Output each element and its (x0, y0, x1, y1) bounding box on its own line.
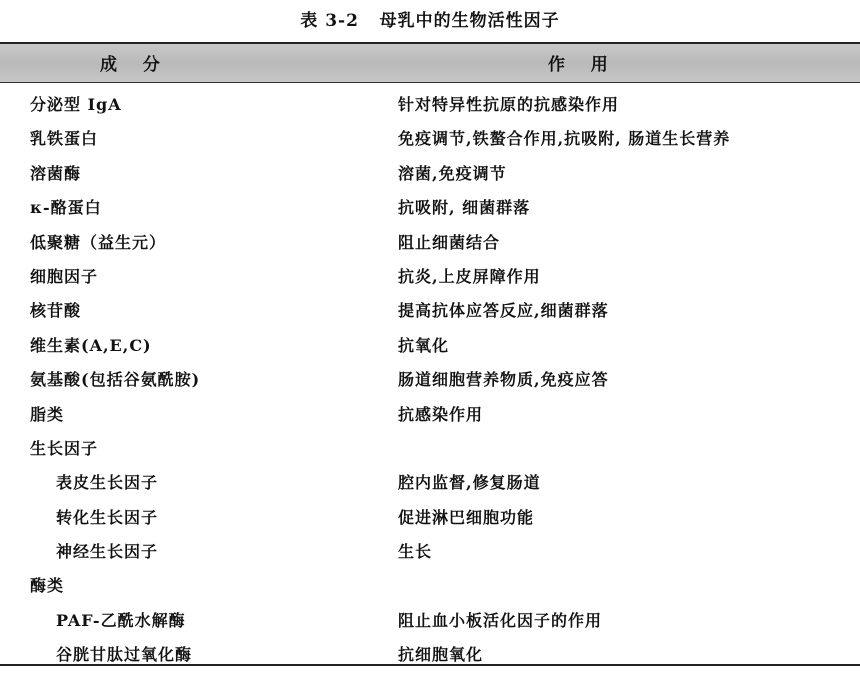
header-component: 成 分 (100, 55, 162, 75)
table-row (0, 466, 860, 500)
cell-function: 阻止血小板活化因子的作用 (398, 610, 603, 630)
table-row (0, 157, 860, 191)
table-row (0, 88, 860, 122)
table-row (0, 398, 860, 432)
cell-component: 表皮生长因子 (56, 473, 159, 493)
table-bottom-rule (0, 664, 860, 666)
cell-function: 抗吸附, 细菌群落 (398, 198, 531, 218)
table-row (0, 638, 860, 672)
cell-component: 核苷酸 (30, 301, 82, 321)
cell-function: 生长 (398, 542, 433, 562)
table-row (0, 191, 860, 225)
table-row (0, 226, 860, 260)
header-function: 作 用 (548, 55, 610, 75)
cell-component: 转化生长因子 (56, 507, 159, 527)
cell-function: 针对特异性抗原的抗感染作用 (398, 95, 620, 114)
cell-component: 维生素(A,E,C) (30, 335, 152, 355)
table-row (0, 363, 860, 397)
table-row (0, 569, 860, 603)
cell-function: 抗细胞氧化 (398, 645, 484, 665)
cell-component: 溶菌酶 (30, 163, 82, 183)
cell-component: PAF-乙酰水解酶 (56, 610, 186, 630)
cell-component: 酶类 (30, 576, 65, 596)
cell-component: 分泌型 IgA (30, 95, 122, 114)
cell-function: 免疫调节,铁螯合作用,抗吸附, 肠道生长营养 (398, 129, 731, 149)
cell-function: 肠道细胞营养物质,免疫应答 (398, 370, 609, 390)
cell-function: 抗感染作用 (398, 404, 484, 424)
cell-function: 溶菌,免疫调节 (398, 163, 507, 183)
cell-component: 神经生长因子 (56, 542, 159, 562)
cell-function: 腔内监督,修复肠道 (398, 473, 541, 493)
cell-function: 抗氧化 (398, 335, 450, 355)
cell-component: 细胞因子 (30, 266, 99, 286)
cell-component: 脂类 (30, 404, 65, 424)
cell-component: 谷胱甘肽过氧化酶 (56, 645, 193, 665)
cell-function: 提高抗体应答反应,细菌群落 (398, 301, 609, 321)
table-header-rule (0, 82, 860, 83)
table-row (0, 260, 860, 294)
table-row (0, 535, 860, 569)
table-row (0, 501, 860, 535)
table-body (0, 88, 860, 673)
cell-component: 氨基酸(包括谷氨酰胺) (30, 370, 201, 390)
table-row (0, 122, 860, 156)
table-row (0, 432, 860, 466)
table-caption: 表 3-2 母乳中的生物活性因子 (300, 11, 560, 31)
cell-component: κ-酪蛋白 (30, 198, 102, 218)
table-row (0, 329, 860, 363)
cell-function: 阻止细菌结合 (398, 232, 501, 252)
table-row (0, 294, 860, 328)
table-row (0, 604, 860, 638)
cell-function: 促进淋巴细胞功能 (398, 507, 535, 527)
cell-component: 低聚糖（益生元） (30, 232, 167, 252)
cell-component: 乳铁蛋白 (30, 129, 99, 149)
cell-function: 抗炎,上皮屏障作用 (398, 266, 541, 286)
cell-component: 生长因子 (30, 438, 99, 458)
